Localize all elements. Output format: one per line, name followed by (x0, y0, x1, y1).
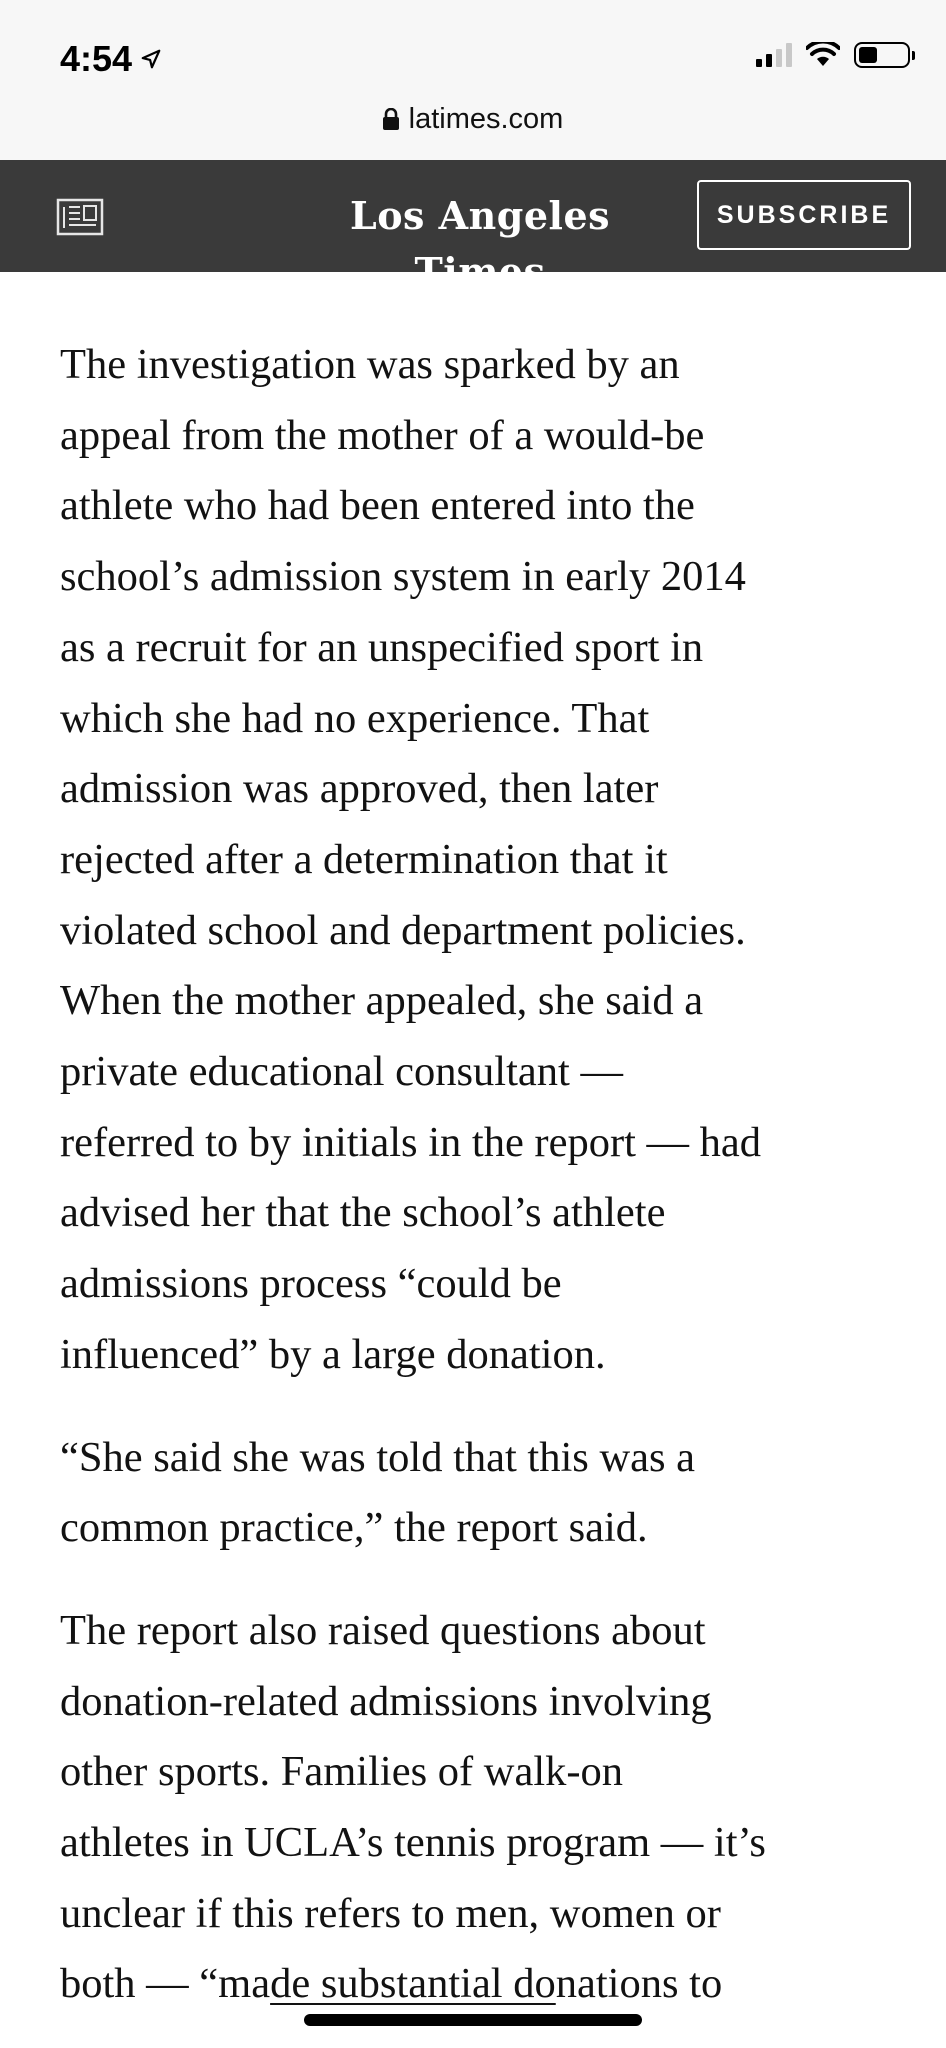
article-paragraph-1 (60, 330, 900, 1391)
text-line: other sports. Families of walk-on (60, 1748, 624, 1796)
text-segment: nations to (555, 1960, 723, 2008)
wifi-icon (806, 42, 840, 68)
text-line: as a recruit for an unspecified sport in (60, 623, 704, 671)
text-line: athlete who had been entered into the (60, 482, 695, 530)
status-icons (756, 42, 910, 68)
text-line: referred to by initials in the report — had (60, 1118, 762, 1166)
text-line: athletes in UCLA’s tennis program — it’s (60, 1819, 766, 1867)
text-line: “She said she was told that this was a (60, 1433, 696, 1481)
text-line: school’s admission system in early 2014 (60, 553, 746, 601)
text-line: The investigation was sparked by an (60, 341, 680, 388)
battery-icon (854, 42, 910, 68)
status-bar (0, 0, 946, 160)
article-paragraph-2 (60, 1423, 900, 1564)
newspaper-menu-icon[interactable] (56, 198, 104, 236)
text-line: advised her that the school’s athlete (60, 1189, 666, 1237)
text-line: admissions process “could be (60, 1260, 562, 1308)
location-arrow-icon (140, 48, 162, 70)
article-body (60, 330, 900, 2048)
subscribe-button[interactable]: SUBSCRIBE (697, 180, 911, 250)
text-line: private educational consultant — (60, 1048, 623, 1096)
site-logo[interactable]: Los Angeles Times (349, 193, 611, 294)
clock-time: 4:54 (60, 38, 133, 79)
text-line: appeal from the mother of a would-be (60, 411, 705, 459)
url-text[interactable]: latimes.com (408, 102, 564, 135)
clock (60, 38, 162, 80)
text-line: When the mother appealed, she said a (60, 977, 704, 1025)
text-line (60, 1949, 900, 2020)
lock-icon (383, 108, 399, 130)
site-header (0, 160, 946, 294)
article-link[interactable]: de substantial do (270, 1960, 556, 2008)
home-indicator[interactable] (304, 2014, 642, 2026)
text-line: donation-related admissions involving (60, 1677, 712, 1725)
text-line: rejected after a determination that it (60, 835, 668, 883)
text-line: admission was approved, then later (60, 765, 659, 813)
url-bar[interactable] (0, 96, 946, 142)
text-line: common practice,” the report said. (60, 1504, 648, 1552)
text-line: unclear if this refers to men, women or (60, 1889, 721, 1937)
text-segment: both — “ma (60, 1960, 271, 2008)
cellular-signal-icon (756, 43, 792, 67)
article-paragraph-3 (60, 1596, 900, 2020)
text-line: violated school and department policies. (60, 906, 746, 954)
text-line: influenced” by a large donation. (60, 1330, 606, 1378)
text-line: which she had no experience. That (60, 694, 650, 742)
text-line: The report also raised questions about (60, 1606, 706, 1654)
